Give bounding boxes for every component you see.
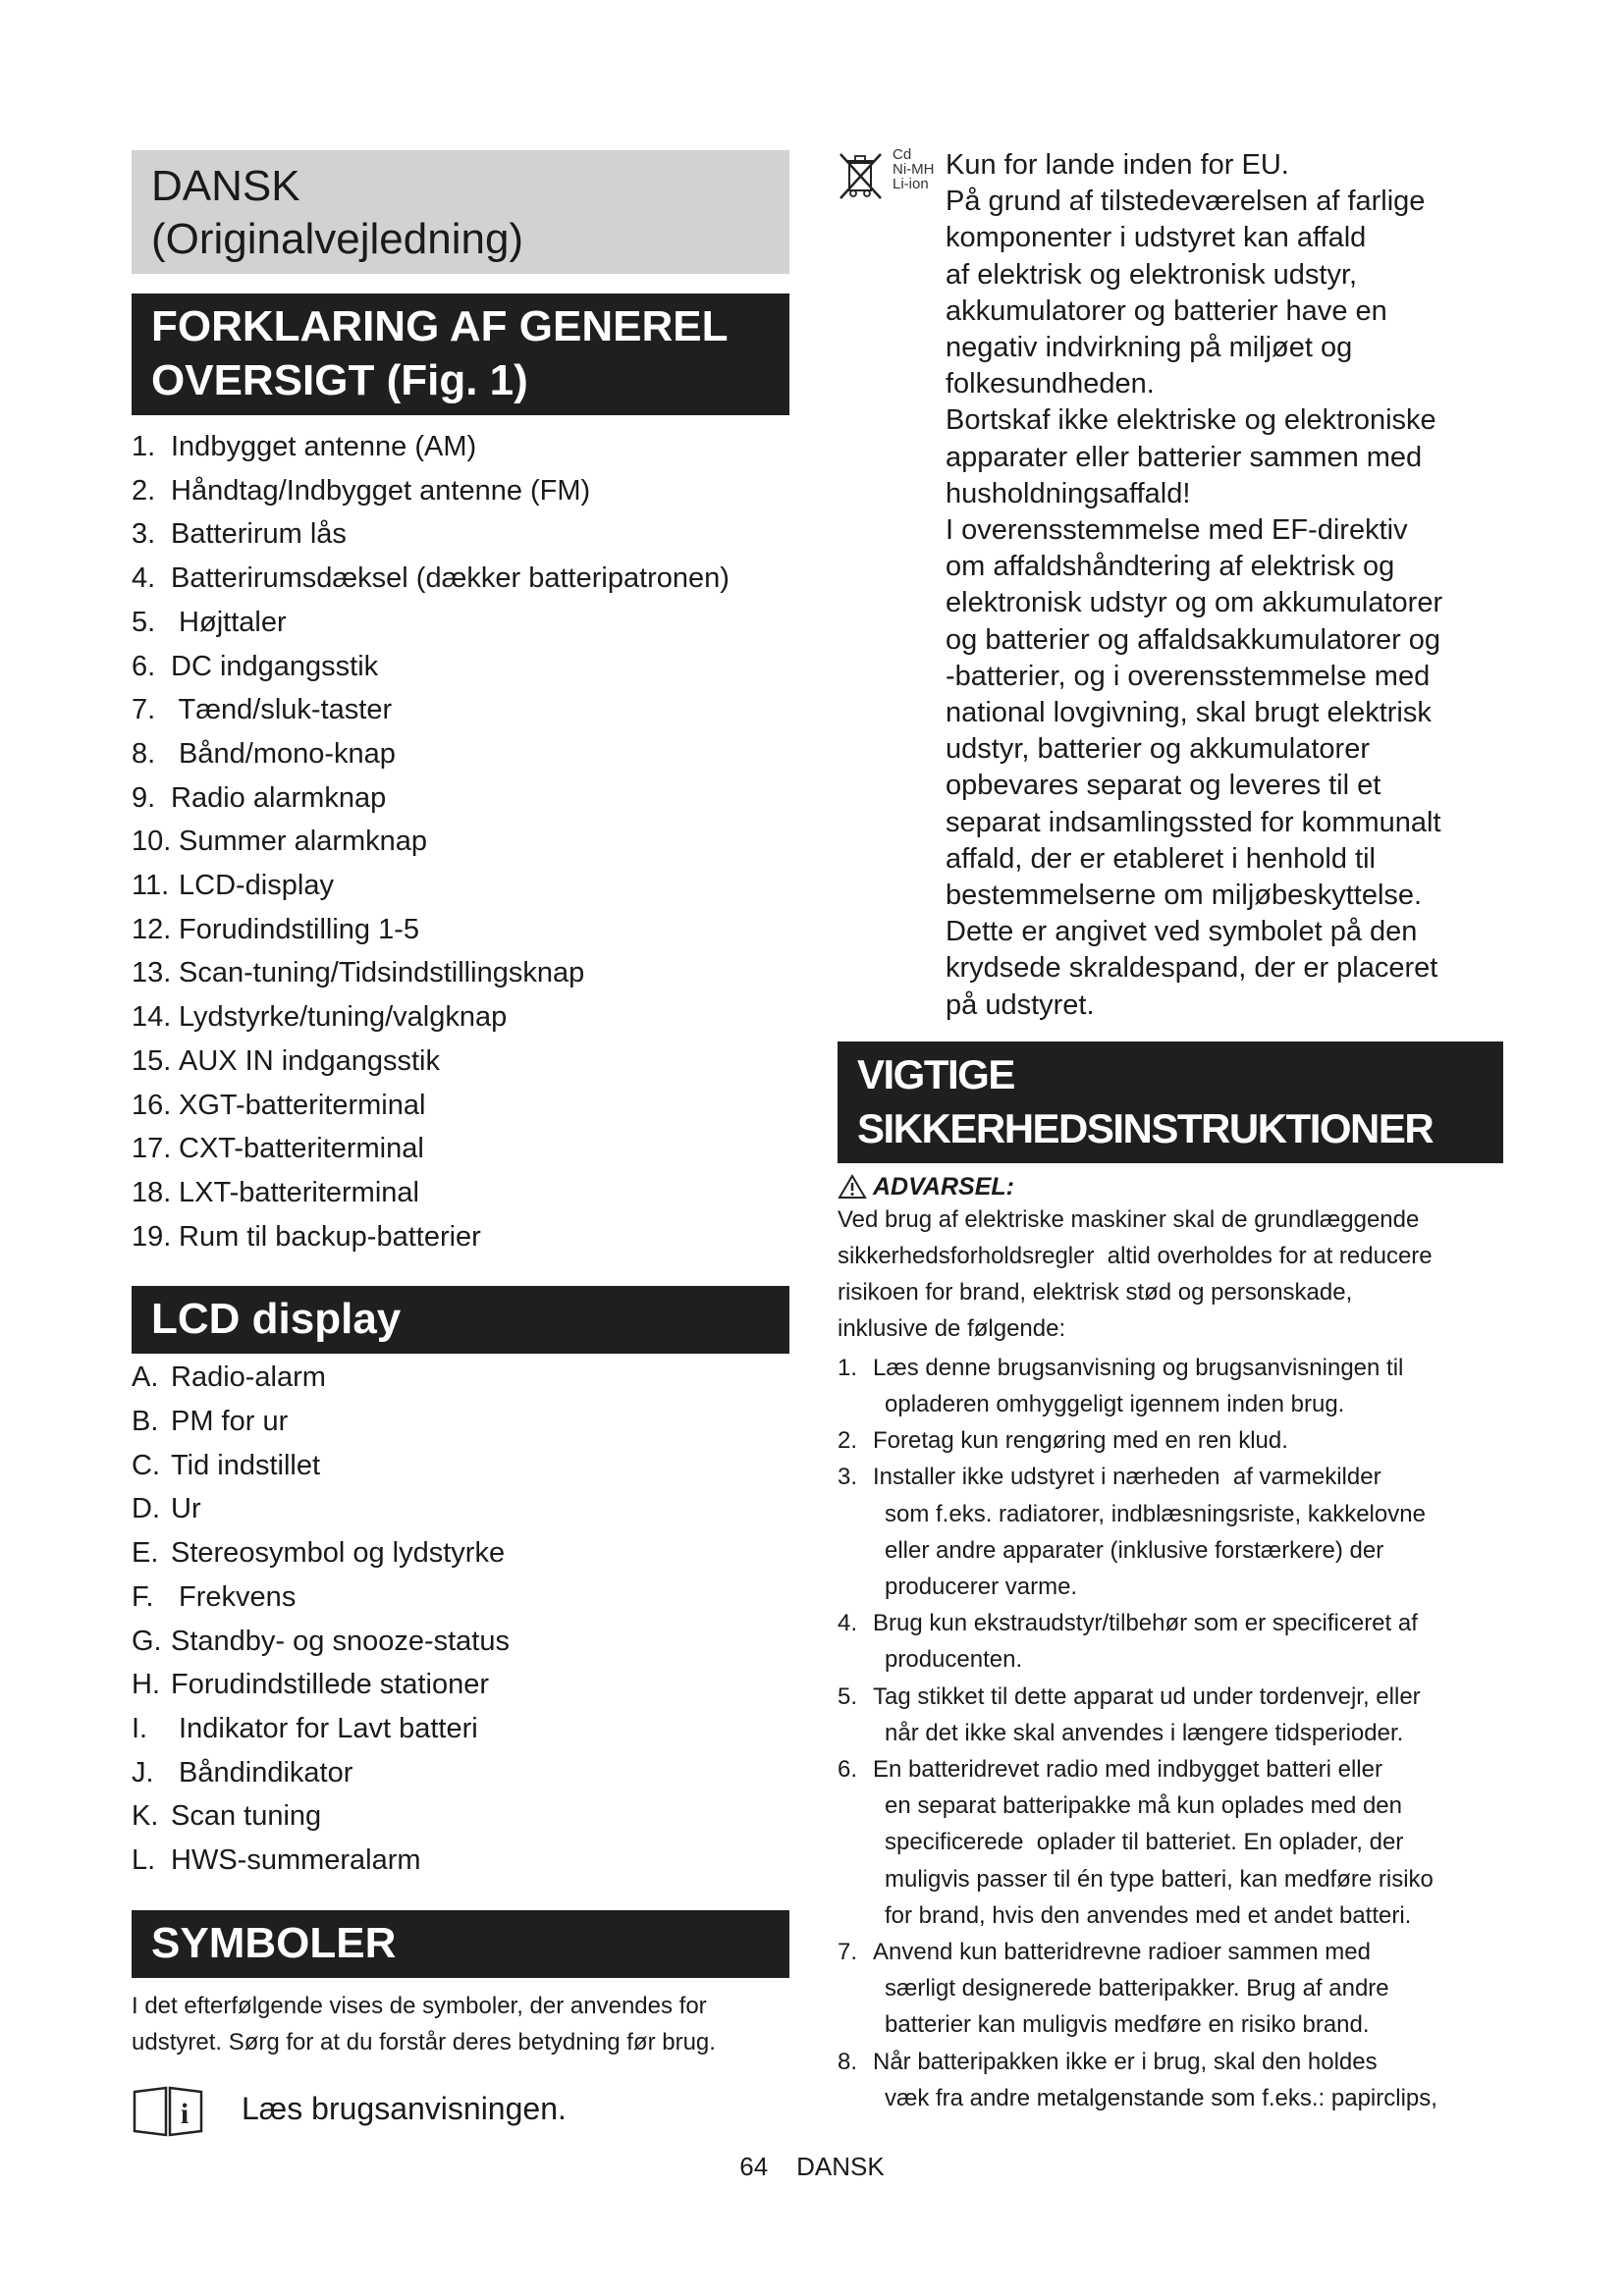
safety-item-line: Brug kun ekstraudstyr/tilbehør som er specificeret af — [873, 1610, 1418, 1637]
lcd-heading-text: LCD display — [151, 1295, 402, 1344]
list-item-text: Lydstyrke/tuning/valgknap — [179, 1001, 508, 1034]
safety-intro-line: Ved brug af elektriske maskiner skal de grundlæggende — [838, 1205, 1420, 1233]
list-item-number: J. — [132, 1756, 154, 1789]
safety-list-item — [838, 1350, 1503, 1422]
overview-list-item — [132, 820, 789, 864]
overview-list-item — [132, 469, 789, 513]
list-item-text: Indbygget antenne (AM) — [171, 431, 477, 462]
symbols-intro-line-2: udstyret. Sørg for at du forstår deres betydning før brug. — [132, 2028, 716, 2056]
weee-text-line: husholdningsaffald! — [946, 477, 1191, 509]
weee-text-line: og batterier og affaldsakkumulatorer og — [946, 623, 1441, 656]
safety-list-item — [838, 1934, 1503, 2044]
page-footer — [0, 2152, 1624, 2182]
weee-text-line: akkumulatorer og batterier have en — [946, 294, 1387, 327]
overview-list-item — [132, 601, 789, 645]
weee-text-line: I overensstemmelse med EF-direktiv — [946, 514, 1408, 547]
weee-text-line: elektronisk udstyr og om akkumulatorer — [946, 587, 1443, 619]
safety-item-line: En batteridrevet radio med indbygget batteri eller — [873, 1755, 1382, 1783]
safety-item-line: specificerede oplader til batteriet. En oplader, der — [885, 1829, 1404, 1856]
safety-intro-line: risikoen for brand, elektrisk stød og personskade, — [838, 1279, 1353, 1307]
read-manual-symbol-row — [132, 2082, 789, 2137]
symbols-heading-text: SYMBOLER — [151, 1918, 397, 1967]
overview-heading — [132, 294, 789, 415]
list-item-number: 8. — [132, 737, 156, 770]
list-item-number: 13. — [132, 957, 172, 989]
lcd-list-item — [132, 1531, 789, 1575]
safety-item-line: Installer ikke udstyret i nærheden af varmekilder — [873, 1464, 1381, 1491]
safety-item-line: væk fra andre metalgenstande som f.eks.: papirclips, — [885, 2084, 1437, 2111]
safety-item-line: Foretag kun rengøring med en ren klud. — [873, 1427, 1288, 1455]
safety-item-text — [873, 1350, 1503, 1422]
read-manual-text: Læs brugsanvisningen. — [242, 2091, 567, 2127]
weee-text-line: om affaldshåndtering af elektrisk og — [946, 551, 1395, 583]
weee-text-line: negativ indvirkning på miljøet og — [946, 332, 1353, 364]
list-item-number: C. — [132, 1449, 160, 1481]
safety-list-item — [838, 1751, 1503, 1934]
warning-row — [838, 1173, 1503, 1201]
safety-item-line: producerer varme. — [885, 1573, 1078, 1600]
list-item-number: 10. — [132, 826, 172, 858]
lcd-list-item — [132, 1794, 789, 1839]
list-item-text: Indikator for Lavt batteri — [171, 1712, 478, 1744]
list-item-number: 12. — [132, 913, 172, 945]
overview-list-item — [132, 1215, 789, 1259]
weee-text-line: Dette er angivet ved symbolet på den — [946, 916, 1418, 948]
overview-list-item — [132, 776, 789, 821]
overview-list-item — [132, 512, 789, 557]
list-item-number: 6. — [132, 650, 156, 682]
safety-item-line: særligt designerede batteripakker. Brug af andre — [885, 1975, 1389, 2002]
chemical-labels — [893, 147, 935, 191]
weee-text-line: på udstyret. — [946, 988, 1095, 1021]
list-item-text: Stereosymbol og lydstyrke — [171, 1537, 506, 1570]
overview-list-item — [132, 1127, 789, 1171]
safety-item-line: en separat batteripakke må kun oplades med den — [885, 1792, 1403, 1820]
footer-language: DANSK — [796, 2152, 885, 2181]
list-item-text: Håndtag/Indbygget antenne (FM) — [171, 474, 591, 507]
overview-heading-line-1: FORKLARING AF GENEREL — [151, 302, 729, 350]
list-item-text: Rum til backup-batterier — [179, 1220, 481, 1253]
page-number: 64 — [739, 2152, 769, 2181]
list-item-number: 11. — [132, 870, 170, 902]
weee-text-line: Bortskaf ikke elektriske og elektroniske — [946, 404, 1436, 437]
warning-label: ADVARSEL: — [873, 1172, 1014, 1201]
overview-list-item — [132, 425, 789, 469]
list-item-text: LXT-batteriterminal — [179, 1176, 419, 1208]
safety-intro-line: sikkerhedsforholdsregler altid overholdes for at reducere — [838, 1243, 1433, 1270]
list-item-number: 9. — [132, 781, 156, 814]
warning-triangle-icon — [838, 1174, 867, 1200]
list-item-number: 17. — [132, 1133, 172, 1165]
safety-item-number: 2. — [838, 1427, 858, 1455]
lcd-list-item — [132, 1663, 789, 1707]
overview-heading-line-2: OVERSIGT (Fig. 1) — [151, 356, 528, 404]
safety-item-number: 1. — [838, 1354, 858, 1381]
weee-text-line: krydsede skraldespand, der er placeret — [946, 952, 1438, 985]
list-item-number: 18. — [132, 1176, 172, 1208]
list-item-text: Forudindstilling 1-5 — [179, 913, 420, 945]
title-line-2: (Originalvejledning) — [151, 215, 524, 263]
weee-text-line: national lovgivning, skal brugt elektrisk — [946, 697, 1432, 729]
list-item-text: PM for ur — [171, 1406, 289, 1438]
safety-item-text — [873, 1422, 1503, 1459]
lcd-list-item — [132, 1444, 789, 1488]
weee-text-line: Kun for lande inden for EU. — [946, 149, 1289, 181]
list-item-text: Frekvens — [171, 1580, 297, 1613]
list-item-text: Tid indstillet — [171, 1449, 321, 1481]
list-item-text: Tænd/sluk-taster — [171, 694, 393, 726]
list-item-number: 19. — [132, 1220, 172, 1253]
symbols-intro — [132, 1988, 789, 2060]
weee-text-line: folkesundheden. — [946, 368, 1155, 400]
weee-text-line: opbevares separat og leveres til et — [946, 770, 1381, 802]
safety-item-text — [873, 2044, 1503, 2116]
list-item-text: Ur — [171, 1493, 201, 1525]
safety-item-line: eller andre apparater (inklusive forstærkere) der — [885, 1536, 1384, 1564]
right-column — [838, 147, 1503, 2116]
list-item-number: B. — [132, 1406, 159, 1438]
overview-list-item — [132, 1084, 789, 1128]
safety-item-line: Når batteripakken ikke er i brug, skal den holdes — [873, 2048, 1378, 2075]
list-item-text: Bånd/mono-knap — [171, 737, 396, 770]
list-item-number: 4. — [132, 562, 156, 595]
lcd-list-item — [132, 1751, 789, 1795]
safety-item-number: 4. — [838, 1610, 858, 1637]
weee-symbol — [838, 147, 946, 216]
safety-item-line: når det ikke skal anvendes i længere tidsperioder. — [885, 1719, 1404, 1746]
left-column — [132, 150, 789, 2137]
list-item-number: H. — [132, 1669, 160, 1701]
weee-text — [946, 147, 1503, 1024]
list-item-text: AUX IN indgangsstik — [179, 1044, 440, 1077]
list-item-number: D. — [132, 1493, 160, 1525]
list-item-number: 3. — [132, 518, 156, 551]
list-item-text: Scan tuning — [171, 1800, 322, 1833]
safety-intro — [838, 1201, 1503, 1348]
symbols-heading — [132, 1910, 789, 1978]
list-item-number: 5. — [132, 606, 156, 638]
lcd-list-item — [132, 1620, 789, 1664]
safety-heading — [838, 1041, 1503, 1163]
safety-item-line: Anvend kun batteridrevne radioer sammen med — [873, 1938, 1371, 1965]
overview-list-item — [132, 557, 789, 601]
lcd-list — [132, 1356, 789, 1882]
safety-heading-line-1: VIGTIGE — [857, 1050, 1014, 1097]
safety-list-item — [838, 1605, 1503, 1678]
list-item-number: 7. — [132, 694, 156, 726]
list-item-number: G. — [132, 1625, 162, 1657]
weee-text-line: -batterier, og i overensstemmelse med — [946, 660, 1431, 692]
document-title — [132, 150, 789, 274]
safety-list-item — [838, 1679, 1503, 1751]
safety-item-text — [873, 1459, 1503, 1605]
list-item-number: 14. — [132, 1001, 172, 1034]
lcd-list-item — [132, 1839, 789, 1883]
safety-item-number: 3. — [838, 1464, 858, 1491]
safety-item-line: for brand, hvis den anvendes med et andet batteri. — [885, 1901, 1412, 1929]
symbols-intro-line-1: I det efterfølgende vises de symboler, der anvendes for — [132, 1992, 707, 2019]
crossed-bin-icon — [838, 151, 885, 200]
list-item-text: XGT-batteriterminal — [179, 1089, 426, 1121]
safety-item-number: 8. — [838, 2048, 858, 2075]
lcd-list-item — [132, 1707, 789, 1751]
chem-label-cd: Cd — [893, 146, 912, 163]
lcd-list-item — [132, 1575, 789, 1620]
list-item-number: 2. — [132, 474, 156, 507]
list-item-text: Radio-alarm — [171, 1362, 326, 1394]
list-item-text: Forudindstillede stationer — [171, 1669, 490, 1701]
weee-text-line: bestemmelserne om miljøbeskyttelse. — [946, 880, 1423, 912]
list-item-number: 16. — [132, 1089, 172, 1121]
list-item-text: Båndindikator — [171, 1756, 353, 1789]
list-item-text: Batterirumsdæksel (dækker batteripatronen) — [171, 562, 730, 595]
list-item-number: I. — [132, 1712, 148, 1744]
safety-item-number: 5. — [838, 1682, 858, 1710]
safety-item-line: muligvis passer til én type batteri, kan medføre risiko — [885, 1865, 1434, 1893]
list-item-number: F. — [132, 1580, 154, 1613]
lcd-list-item — [132, 1400, 789, 1444]
safety-intro-line: inklusive de følgende: — [838, 1315, 1066, 1343]
list-item-text: Summer alarmknap — [179, 826, 428, 858]
overview-list-item — [132, 864, 789, 908]
safety-list-item — [838, 1459, 1503, 1605]
list-item-number: E. — [132, 1537, 159, 1570]
safety-list-item — [838, 2044, 1503, 2116]
list-item-number: K. — [132, 1800, 159, 1833]
list-item-text: Batterirum lås — [171, 518, 347, 551]
weee-text-line: af elektrisk og elektronisk udstyr, — [946, 258, 1358, 291]
safety-item-line: som f.eks. radiatorer, indblæsningsriste, kakkelovne — [885, 1500, 1426, 1527]
chem-label-liion: Li-ion — [893, 176, 929, 192]
safety-list — [838, 1350, 1503, 2116]
chem-label-nimh: Ni-MH — [893, 161, 935, 178]
overview-list-item — [132, 951, 789, 995]
weee-text-line: affald, der er etableret i henhold til — [946, 842, 1376, 875]
overview-list-item — [132, 645, 789, 689]
overview-list-item — [132, 732, 789, 776]
safety-item-number: 6. — [838, 1755, 858, 1783]
list-item-text: DC indgangsstik — [171, 650, 379, 682]
safety-item-number: 7. — [838, 1938, 858, 1965]
weee-text-line: komponenter i udstyret kan affald — [946, 222, 1367, 254]
list-item-number: 1. — [132, 431, 156, 462]
safety-item-text — [873, 1751, 1503, 1934]
list-item-text: Radio alarmknap — [171, 781, 387, 814]
list-item-number: L. — [132, 1844, 156, 1877]
safety-item-line: producenten. — [885, 1646, 1023, 1674]
safety-item-line: opladeren omhyggeligt igennem inden brug. — [885, 1390, 1345, 1417]
overview-list — [132, 425, 789, 1258]
title-line-1: DANSK — [151, 162, 300, 210]
list-item-text: Standby- og snooze-status — [171, 1625, 510, 1657]
overview-list-item — [132, 688, 789, 732]
safety-item-line: Tag stikket til dette apparat ud under tordenvejr, eller — [873, 1682, 1421, 1710]
weee-text-line: separat indsamlingssted for kommunalt — [946, 806, 1441, 838]
overview-list-item — [132, 908, 789, 952]
lcd-heading — [132, 1286, 789, 1354]
list-item-text: CXT-batteriterminal — [179, 1133, 424, 1165]
read-manual-icon — [132, 2082, 204, 2137]
overview-list-item — [132, 1171, 789, 1215]
weee-text-line: udstyr, batterier og akkumulatorer — [946, 733, 1370, 766]
lcd-list-item — [132, 1487, 789, 1531]
overview-list-item — [132, 995, 789, 1040]
list-item-text: Højttaler — [171, 606, 287, 638]
safety-heading-line-2: SIKKERHEDSINSTRUKTIONER — [857, 1104, 1434, 1151]
weee-block — [838, 147, 1503, 1024]
weee-text-line: På grund af tilstedeværelsen af farlige — [946, 186, 1426, 218]
list-item-text: LCD-display — [179, 870, 334, 902]
safety-item-line: Læs denne brugsanvisning og brugsanvisningen til — [873, 1354, 1404, 1381]
list-item-number: A. — [132, 1362, 159, 1394]
list-item-text: HWS-summeralarm — [171, 1844, 421, 1877]
list-item-text: Scan-tuning/Tidsindstillingsknap — [179, 957, 585, 989]
read-manual-icon-letter: i — [180, 2097, 189, 2130]
safety-item-text — [873, 1679, 1503, 1751]
safety-item-line: batterier kan muligvis medføre en risiko brand. — [885, 2011, 1370, 2039]
lcd-list-item — [132, 1356, 789, 1400]
safety-item-text — [873, 1934, 1503, 2044]
overview-list-item — [132, 1040, 789, 1084]
weee-text-line: apparater eller batterier sammen med — [946, 441, 1423, 473]
list-item-number: 15. — [132, 1044, 172, 1077]
safety-list-item — [838, 1422, 1503, 1459]
safety-item-text — [873, 1605, 1503, 1678]
